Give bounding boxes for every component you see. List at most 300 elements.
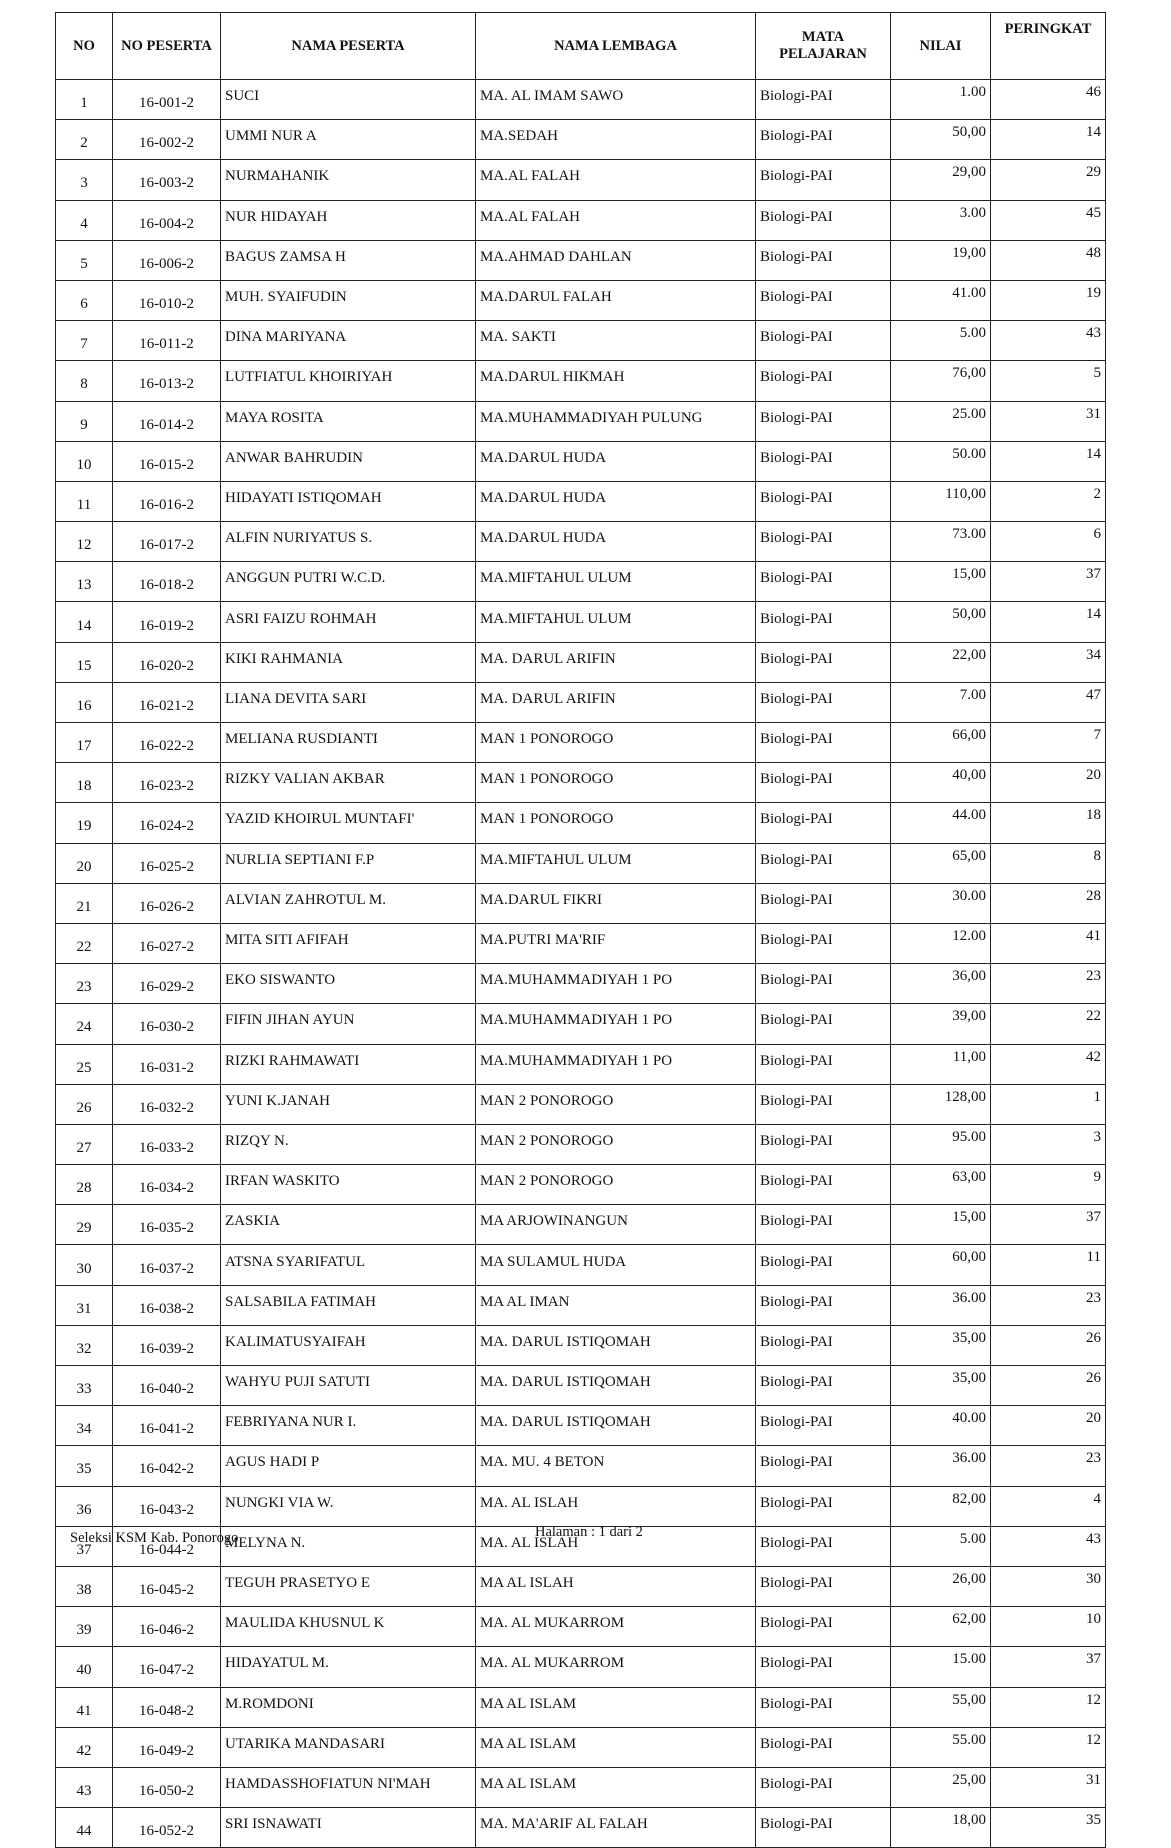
cell-nilai: 36.00 — [891, 1285, 991, 1325]
cell-nilai: 128,00 — [891, 1084, 991, 1124]
cell-no-peserta: 16-004-2 — [113, 200, 221, 240]
table-row — [56, 883, 1106, 923]
cell-no-peserta: 16-032-2 — [113, 1084, 221, 1124]
cell-nama-peserta: WAHYU PUJI SATUTI — [221, 1366, 476, 1406]
cell-no-peserta: 16-049-2 — [113, 1727, 221, 1767]
cell-peringkat: 43 — [991, 1526, 1106, 1566]
cell-peringkat: 31 — [991, 401, 1106, 441]
cell-nama-lembaga: MA. AL MUKARROM — [476, 1607, 756, 1647]
cell-nama-lembaga: MA SULAMUL HUDA — [476, 1245, 756, 1285]
cell-nama-peserta: M.ROMDONI — [221, 1687, 476, 1727]
table-row — [56, 1044, 1106, 1084]
cell-mata-pelajaran: Biologi-PAI — [756, 1366, 891, 1406]
table-row — [56, 923, 1106, 963]
cell-nama-peserta: FEBRIYANA NUR I. — [221, 1406, 476, 1446]
cell-no-peserta: 16-003-2 — [113, 160, 221, 200]
cell-nama-lembaga: MA AL ISLAH — [476, 1566, 756, 1606]
table-row — [56, 1446, 1106, 1486]
header-peringkat: PERINGKAT — [991, 13, 1106, 80]
cell-nilai: 35,00 — [891, 1366, 991, 1406]
cell-no-peserta: 16-025-2 — [113, 843, 221, 883]
cell-nilai: 15.00 — [891, 1647, 991, 1687]
cell-no: 7 — [56, 321, 113, 361]
cell-nama-lembaga: MA. AL IMAM SAWO — [476, 80, 756, 120]
cell-nama-peserta: RIZQY N. — [221, 1124, 476, 1164]
cell-no: 17 — [56, 723, 113, 763]
cell-nama-lembaga: MA.DARUL HUDA — [476, 441, 756, 481]
cell-no-peserta: 16-038-2 — [113, 1285, 221, 1325]
table-row — [56, 160, 1106, 200]
cell-no: 13 — [56, 562, 113, 602]
footer-title: Seleksi KSM Kab. Ponorogo — [70, 1530, 239, 1546]
header-row — [56, 13, 1106, 80]
cell-nilai: 25,00 — [891, 1767, 991, 1807]
cell-no: 31 — [56, 1285, 113, 1325]
cell-mata-pelajaran: Biologi-PAI — [756, 1446, 891, 1486]
cell-peringkat: 45 — [991, 200, 1106, 240]
cell-mata-pelajaran: Biologi-PAI — [756, 883, 891, 923]
cell-nilai: 40.00 — [891, 1406, 991, 1446]
cell-nilai: 76,00 — [891, 361, 991, 401]
cell-mata-pelajaran: Biologi-PAI — [756, 803, 891, 843]
cell-no-peserta: 16-013-2 — [113, 361, 221, 401]
cell-nama-peserta: FIFIN JIHAN AYUN — [221, 1004, 476, 1044]
cell-nama-lembaga: MA AL ISLAM — [476, 1767, 756, 1807]
cell-mata-pelajaran: Biologi-PAI — [756, 1767, 891, 1807]
cell-nilai: 66,00 — [891, 723, 991, 763]
cell-nama-lembaga: MAN 1 PONOROGO — [476, 723, 756, 763]
cell-no-peserta: 16-022-2 — [113, 723, 221, 763]
cell-no-peserta: 16-023-2 — [113, 763, 221, 803]
cell-peringkat: 37 — [991, 1205, 1106, 1245]
cell-mata-pelajaran: Biologi-PAI — [756, 964, 891, 1004]
cell-mata-pelajaran: Biologi-PAI — [756, 1406, 891, 1446]
cell-nilai: 36.00 — [891, 1446, 991, 1486]
cell-nama-lembaga: MA. DARUL ISTIQOMAH — [476, 1325, 756, 1365]
cell-nilai: 35,00 — [891, 1325, 991, 1365]
cell-no-peserta: 16-037-2 — [113, 1245, 221, 1285]
cell-nilai: 55.00 — [891, 1727, 991, 1767]
cell-no-peserta: 16-027-2 — [113, 923, 221, 963]
cell-no: 33 — [56, 1366, 113, 1406]
cell-peringkat: 2 — [991, 481, 1106, 521]
cell-peringkat: 7 — [991, 723, 1106, 763]
cell-no: 2 — [56, 120, 113, 160]
page-number: Halaman : 1 dari 2 — [535, 1524, 643, 1540]
cell-nama-peserta: RIZKY VALIAN AKBAR — [221, 763, 476, 803]
cell-no: 38 — [56, 1566, 113, 1606]
cell-nama-lembaga: MA.MIFTAHUL ULUM — [476, 602, 756, 642]
cell-no-peserta: 16-026-2 — [113, 883, 221, 923]
cell-nilai: 5.00 — [891, 321, 991, 361]
table-row — [56, 441, 1106, 481]
cell-mata-pelajaran: Biologi-PAI — [756, 160, 891, 200]
cell-nilai: 18,00 — [891, 1808, 991, 1848]
cell-peringkat: 20 — [991, 1406, 1106, 1446]
cell-peringkat: 26 — [991, 1325, 1106, 1365]
table-row — [56, 1205, 1106, 1245]
cell-peringkat: 34 — [991, 642, 1106, 682]
table-row — [56, 642, 1106, 682]
cell-nilai: 12.00 — [891, 923, 991, 963]
cell-peringkat: 46 — [991, 80, 1106, 120]
cell-nama-peserta: NURLIA SEPTIANI F.P — [221, 843, 476, 883]
cell-mata-pelajaran: Biologi-PAI — [756, 401, 891, 441]
cell-nilai: 25.00 — [891, 401, 991, 441]
cell-nama-lembaga: MAN 2 PONOROGO — [476, 1084, 756, 1124]
table-row — [56, 401, 1106, 441]
cell-nama-lembaga: MAN 2 PONOROGO — [476, 1124, 756, 1164]
cell-peringkat: 18 — [991, 803, 1106, 843]
cell-mata-pelajaran: Biologi-PAI — [756, 682, 891, 722]
cell-nama-lembaga: MA.MUHAMMADIYAH 1 PO — [476, 1004, 756, 1044]
cell-mata-pelajaran: Biologi-PAI — [756, 120, 891, 160]
table-row — [56, 1366, 1106, 1406]
cell-mata-pelajaran: Biologi-PAI — [756, 240, 891, 280]
cell-no-peserta: 16-035-2 — [113, 1205, 221, 1245]
cell-nama-peserta: KIKI RAHMANIA — [221, 642, 476, 682]
cell-nilai: 73.00 — [891, 522, 991, 562]
cell-mata-pelajaran: Biologi-PAI — [756, 1607, 891, 1647]
table-row — [56, 964, 1106, 1004]
cell-nama-peserta: RIZKI RAHMAWATI — [221, 1044, 476, 1084]
cell-no-peserta: 16-024-2 — [113, 803, 221, 843]
cell-nilai: 29,00 — [891, 160, 991, 200]
cell-nama-peserta: HIDAYATUL M. — [221, 1647, 476, 1687]
cell-nilai: 36,00 — [891, 964, 991, 1004]
cell-mata-pelajaran: Biologi-PAI — [756, 1808, 891, 1848]
cell-no: 37 — [56, 1526, 113, 1566]
cell-nama-peserta: YUNI K.JANAH — [221, 1084, 476, 1124]
cell-no-peserta: 16-015-2 — [113, 441, 221, 481]
cell-no: 10 — [56, 441, 113, 481]
cell-no: 41 — [56, 1687, 113, 1727]
table-row — [56, 562, 1106, 602]
cell-nilai: 15,00 — [891, 562, 991, 602]
cell-nama-peserta: UTARIKA MANDASARI — [221, 1727, 476, 1767]
cell-nama-peserta: NUR HIDAYAH — [221, 200, 476, 240]
cell-peringkat: 37 — [991, 1647, 1106, 1687]
cell-nama-peserta: SRI ISNAWATI — [221, 1808, 476, 1848]
cell-no-peserta: 16-041-2 — [113, 1406, 221, 1446]
cell-no: 12 — [56, 522, 113, 562]
cell-peringkat: 35 — [991, 1808, 1106, 1848]
table-row — [56, 1566, 1106, 1606]
header-nama-lembaga: NAMA LEMBAGA — [476, 13, 756, 80]
table-row — [56, 1325, 1106, 1365]
cell-no-peserta: 16-010-2 — [113, 280, 221, 320]
cell-nilai: 15,00 — [891, 1205, 991, 1245]
cell-nilai: 3.00 — [891, 200, 991, 240]
cell-nama-lembaga: MA. AL MUKARROM — [476, 1647, 756, 1687]
cell-no: 27 — [56, 1124, 113, 1164]
header-mata-pelajaran: MATA PELAJARAN — [756, 13, 891, 80]
table-row — [56, 240, 1106, 280]
cell-no-peserta: 16-011-2 — [113, 321, 221, 361]
table-row — [56, 361, 1106, 401]
cell-mata-pelajaran: Biologi-PAI — [756, 1285, 891, 1325]
cell-nama-lembaga: MA.AL FALAH — [476, 200, 756, 240]
cell-peringkat: 41 — [991, 923, 1106, 963]
table-row — [56, 1406, 1106, 1446]
cell-mata-pelajaran: Biologi-PAI — [756, 1727, 891, 1767]
cell-peringkat: 42 — [991, 1044, 1106, 1084]
cell-nama-lembaga: MA. SAKTI — [476, 321, 756, 361]
cell-no-peserta: 16-040-2 — [113, 1366, 221, 1406]
cell-no-peserta: 16-006-2 — [113, 240, 221, 280]
cell-mata-pelajaran: Biologi-PAI — [756, 1124, 891, 1164]
cell-nama-lembaga: MA. DARUL ARIFIN — [476, 642, 756, 682]
cell-nama-lembaga: MAN 2 PONOROGO — [476, 1165, 756, 1205]
cell-no: 15 — [56, 642, 113, 682]
cell-peringkat: 3 — [991, 1124, 1106, 1164]
cell-nama-peserta: MUH. SYAIFUDIN — [221, 280, 476, 320]
cell-peringkat: 23 — [991, 964, 1106, 1004]
cell-nama-peserta: NURMAHANIK — [221, 160, 476, 200]
table-row — [56, 120, 1106, 160]
cell-nama-peserta: ANGGUN PUTRI W.C.D. — [221, 562, 476, 602]
cell-nama-lembaga: MA.MIFTAHUL ULUM — [476, 562, 756, 602]
cell-no: 24 — [56, 1004, 113, 1044]
cell-nama-lembaga: MA. DARUL ISTIQOMAH — [476, 1406, 756, 1446]
cell-nama-lembaga: MA AL ISLAM — [476, 1727, 756, 1767]
cell-no: 6 — [56, 280, 113, 320]
cell-nama-peserta: ASRI FAIZU ROHMAH — [221, 602, 476, 642]
cell-peringkat: 1 — [991, 1084, 1106, 1124]
cell-mata-pelajaran: Biologi-PAI — [756, 1647, 891, 1687]
cell-nama-peserta: BAGUS ZAMSA H — [221, 240, 476, 280]
cell-nama-peserta: ATSNA SYARIFATUL — [221, 1245, 476, 1285]
cell-no: 28 — [56, 1165, 113, 1205]
cell-nama-peserta: NUNGKI VIA W. — [221, 1486, 476, 1526]
cell-nama-lembaga: MA.PUTRI MA'RIF — [476, 923, 756, 963]
cell-mata-pelajaran: Biologi-PAI — [756, 1245, 891, 1285]
cell-mata-pelajaran: Biologi-PAI — [756, 642, 891, 682]
cell-nama-lembaga: MA.DARUL FIKRI — [476, 883, 756, 923]
cell-nilai: 60,00 — [891, 1245, 991, 1285]
cell-mata-pelajaran: Biologi-PAI — [756, 481, 891, 521]
cell-no-peserta: 16-033-2 — [113, 1124, 221, 1164]
cell-peringkat: 37 — [991, 562, 1106, 602]
cell-nilai: 110,00 — [891, 481, 991, 521]
cell-mata-pelajaran: Biologi-PAI — [756, 1044, 891, 1084]
cell-mata-pelajaran: Biologi-PAI — [756, 1486, 891, 1526]
cell-mata-pelajaran: Biologi-PAI — [756, 1526, 891, 1566]
table-row — [56, 280, 1106, 320]
cell-nama-peserta: DINA MARIYANA — [221, 321, 476, 361]
cell-nilai: 7.00 — [891, 682, 991, 722]
cell-nama-peserta: MITA SITI AFIFAH — [221, 923, 476, 963]
table-row — [56, 1124, 1106, 1164]
cell-nama-lembaga: MA.DARUL HUDA — [476, 522, 756, 562]
table-row — [56, 803, 1106, 843]
cell-nilai: 39,00 — [891, 1004, 991, 1044]
cell-no: 18 — [56, 763, 113, 803]
table-row — [56, 1004, 1106, 1044]
cell-nama-peserta: LUTFIATUL KHOIRIYAH — [221, 361, 476, 401]
table-row — [56, 1808, 1106, 1848]
cell-no: 43 — [56, 1767, 113, 1807]
cell-peringkat: 30 — [991, 1566, 1106, 1606]
table-row — [56, 843, 1106, 883]
cell-mata-pelajaran: Biologi-PAI — [756, 321, 891, 361]
cell-nama-lembaga: MA.DARUL FALAH — [476, 280, 756, 320]
cell-peringkat: 20 — [991, 763, 1106, 803]
table-row — [56, 1607, 1106, 1647]
cell-no: 1 — [56, 80, 113, 120]
cell-mata-pelajaran: Biologi-PAI — [756, 763, 891, 803]
cell-nama-peserta: ZASKIA — [221, 1205, 476, 1245]
cell-no: 3 — [56, 160, 113, 200]
cell-nama-peserta: MAULIDA KHUSNUL K — [221, 1607, 476, 1647]
cell-peringkat: 12 — [991, 1687, 1106, 1727]
cell-nilai: 1.00 — [891, 80, 991, 120]
cell-no: 29 — [56, 1205, 113, 1245]
cell-no-peserta: 16-034-2 — [113, 1165, 221, 1205]
cell-no-peserta: 16-048-2 — [113, 1687, 221, 1727]
cell-nama-peserta: IRFAN WASKITO — [221, 1165, 476, 1205]
cell-peringkat: 22 — [991, 1004, 1106, 1044]
cell-no-peserta: 16-002-2 — [113, 120, 221, 160]
cell-no-peserta: 16-019-2 — [113, 602, 221, 642]
cell-peringkat: 14 — [991, 120, 1106, 160]
cell-nilai: 19,00 — [891, 240, 991, 280]
cell-nilai: 5.00 — [891, 1526, 991, 1566]
table-row — [56, 602, 1106, 642]
cell-mata-pelajaran: Biologi-PAI — [756, 80, 891, 120]
cell-nama-lembaga: MA.DARUL HUDA — [476, 481, 756, 521]
cell-mata-pelajaran: Biologi-PAI — [756, 1687, 891, 1727]
cell-no-peserta: 16-044-2 — [113, 1526, 221, 1566]
table-row — [56, 1285, 1106, 1325]
cell-no: 30 — [56, 1245, 113, 1285]
cell-nama-peserta: EKO SISWANTO — [221, 964, 476, 1004]
cell-nama-lembaga: MA. MA'ARIF AL FALAH — [476, 1808, 756, 1848]
header-no: NO — [56, 13, 113, 80]
cell-nama-peserta: YAZID KHOIRUL MUNTAFI' — [221, 803, 476, 843]
cell-peringkat: 11 — [991, 1245, 1106, 1285]
cell-no: 21 — [56, 883, 113, 923]
cell-nama-peserta: SALSABILA FATIMAH — [221, 1285, 476, 1325]
cell-peringkat: 29 — [991, 160, 1106, 200]
cell-mata-pelajaran: Biologi-PAI — [756, 1566, 891, 1606]
cell-no: 32 — [56, 1325, 113, 1365]
cell-mata-pelajaran: Biologi-PAI — [756, 923, 891, 963]
cell-no: 44 — [56, 1808, 113, 1848]
cell-no: 5 — [56, 240, 113, 280]
cell-mata-pelajaran: Biologi-PAI — [756, 1084, 891, 1124]
cell-nama-lembaga: MA ARJOWINANGUN — [476, 1205, 756, 1245]
cell-nama-lembaga: MA AL IMAN — [476, 1285, 756, 1325]
cell-no: 34 — [56, 1406, 113, 1446]
cell-no-peserta: 16-001-2 — [113, 80, 221, 120]
cell-nama-peserta: MAYA ROSITA — [221, 401, 476, 441]
header-no-peserta: NO PESERTA — [113, 13, 221, 80]
cell-nama-lembaga: MA.SEDAH — [476, 120, 756, 160]
table-row — [56, 80, 1106, 120]
cell-peringkat: 14 — [991, 441, 1106, 481]
cell-nama-peserta: HAMDASSHOFIATUN NI'MAH — [221, 1767, 476, 1807]
cell-nilai: 30.00 — [891, 883, 991, 923]
cell-nilai: 40,00 — [891, 763, 991, 803]
cell-no-peserta: 16-039-2 — [113, 1325, 221, 1365]
cell-no-peserta: 16-017-2 — [113, 522, 221, 562]
cell-nama-lembaga: MA. MU. 4 BETON — [476, 1446, 756, 1486]
cell-nama-lembaga: MA.MUHAMMADIYAH PULUNG — [476, 401, 756, 441]
cell-no-peserta: 16-018-2 — [113, 562, 221, 602]
cell-mata-pelajaran: Biologi-PAI — [756, 1325, 891, 1365]
cell-no-peserta: 16-042-2 — [113, 1446, 221, 1486]
cell-no-peserta: 16-050-2 — [113, 1767, 221, 1807]
cell-nama-lembaga: MAN 1 PONOROGO — [476, 763, 756, 803]
cell-nama-peserta: UMMI NUR A — [221, 120, 476, 160]
cell-peringkat: 23 — [991, 1446, 1106, 1486]
cell-no: 16 — [56, 682, 113, 722]
cell-no-peserta: 16-014-2 — [113, 401, 221, 441]
cell-nama-lembaga: MA. AL ISLAH — [476, 1486, 756, 1526]
cell-no-peserta: 16-016-2 — [113, 481, 221, 521]
cell-nama-lembaga: MAN 1 PONOROGO — [476, 803, 756, 843]
results-table — [55, 12, 1106, 1848]
cell-nama-peserta: ANWAR BAHRUDIN — [221, 441, 476, 481]
cell-nilai: 41.00 — [891, 280, 991, 320]
cell-peringkat: 19 — [991, 280, 1106, 320]
cell-peringkat: 23 — [991, 1285, 1106, 1325]
cell-mata-pelajaran: Biologi-PAI — [756, 562, 891, 602]
cell-peringkat: 10 — [991, 1607, 1106, 1647]
table-row — [56, 321, 1106, 361]
cell-no: 35 — [56, 1446, 113, 1486]
cell-mata-pelajaran: Biologi-PAI — [756, 843, 891, 883]
cell-no: 11 — [56, 481, 113, 521]
cell-nama-peserta: HIDAYATI ISTIQOMAH — [221, 481, 476, 521]
cell-peringkat: 31 — [991, 1767, 1106, 1807]
cell-nama-lembaga: MA.AL FALAH — [476, 160, 756, 200]
cell-peringkat: 8 — [991, 843, 1106, 883]
cell-nama-lembaga: MA.MUHAMMADIYAH 1 PO — [476, 964, 756, 1004]
cell-no-peserta: 16-046-2 — [113, 1607, 221, 1647]
table-row — [56, 522, 1106, 562]
cell-nilai: 44.00 — [891, 803, 991, 843]
cell-nama-lembaga: MA.DARUL HIKMAH — [476, 361, 756, 401]
cell-nama-lembaga: MA.AHMAD DAHLAN — [476, 240, 756, 280]
cell-nilai: 26,00 — [891, 1566, 991, 1606]
cell-no: 23 — [56, 964, 113, 1004]
table-row — [56, 1486, 1106, 1526]
cell-no: 26 — [56, 1084, 113, 1124]
table-row — [56, 1727, 1106, 1767]
cell-no-peserta: 16-030-2 — [113, 1004, 221, 1044]
table-row — [56, 481, 1106, 521]
cell-nilai: 50,00 — [891, 120, 991, 160]
table-row — [56, 1165, 1106, 1205]
cell-mata-pelajaran: Biologi-PAI — [756, 1165, 891, 1205]
cell-no-peserta: 16-043-2 — [113, 1486, 221, 1526]
cell-no: 14 — [56, 602, 113, 642]
cell-nama-peserta: LIANA DEVITA SARI — [221, 682, 476, 722]
cell-nilai: 11,00 — [891, 1044, 991, 1084]
cell-nama-lembaga: MA.MIFTAHUL ULUM — [476, 843, 756, 883]
header-nama-peserta: NAMA PESERTA — [221, 13, 476, 80]
cell-no: 9 — [56, 401, 113, 441]
cell-no: 40 — [56, 1647, 113, 1687]
cell-nilai: 50.00 — [891, 441, 991, 481]
cell-mata-pelajaran: Biologi-PAI — [756, 441, 891, 481]
cell-peringkat: 26 — [991, 1366, 1106, 1406]
cell-nama-lembaga: MA. DARUL ISTIQOMAH — [476, 1366, 756, 1406]
cell-mata-pelajaran: Biologi-PAI — [756, 522, 891, 562]
cell-peringkat: 9 — [991, 1165, 1106, 1205]
